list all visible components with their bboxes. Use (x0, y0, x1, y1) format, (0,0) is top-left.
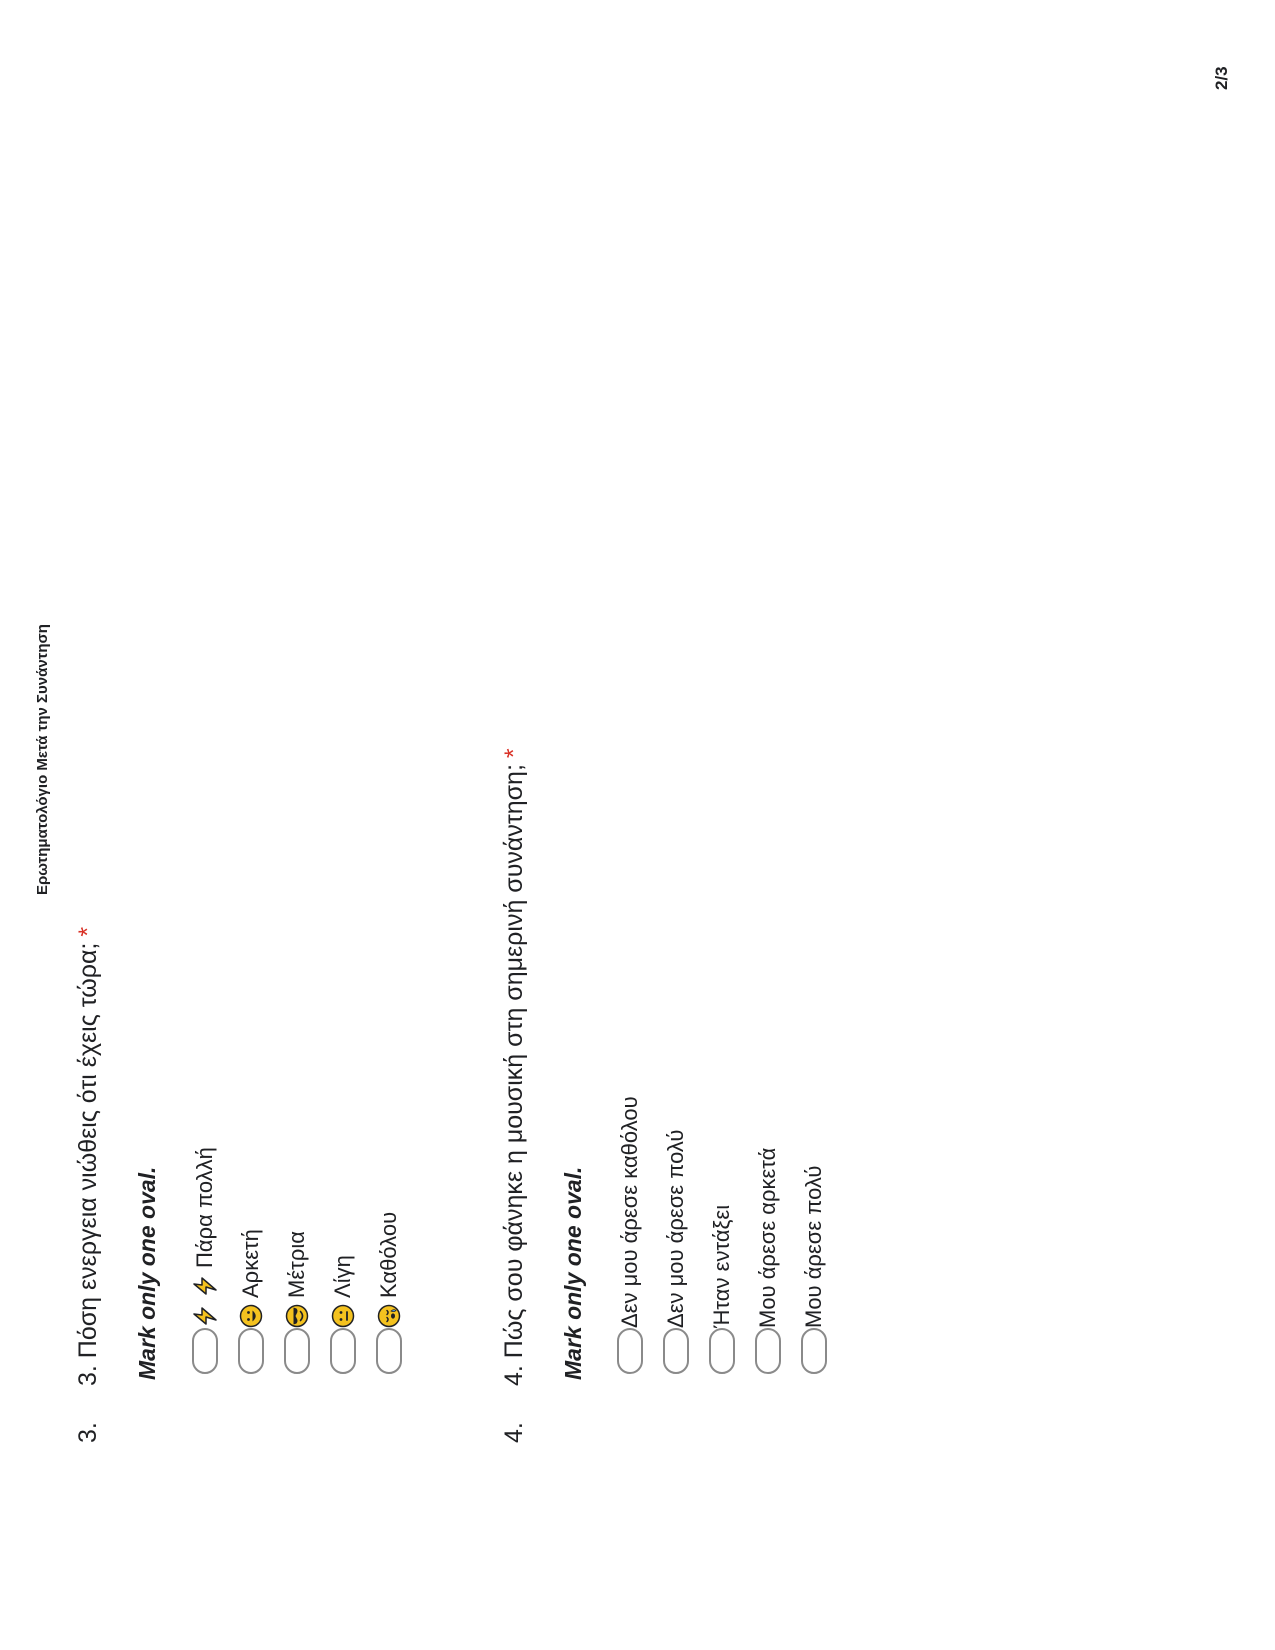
option-label: Αρκετή (238, 1229, 263, 1298)
radio-oval[interactable] (801, 1328, 827, 1374)
option-label: Πάρα πολλή (192, 1147, 217, 1268)
smiling-face-with-sunglasses-icon (285, 1304, 309, 1328)
option-label: Μου άρεσε αρκετά (755, 1147, 780, 1328)
option-label: Μέτρια (284, 1231, 309, 1298)
option-label: Δεν μου άρεσε πολύ (663, 1129, 688, 1328)
required-asterisk: * (74, 926, 102, 937)
form-header-title: Ερωτηματολόγιο Μετά την Συνάντηση (34, 624, 51, 895)
question-4-title (500, 748, 529, 1386)
radio-oval[interactable] (755, 1328, 781, 1374)
question-3-title (74, 927, 103, 1386)
sleepy-face-icon (377, 1304, 401, 1328)
radio-oval[interactable] (192, 1328, 218, 1374)
option-label: Λίγη (330, 1255, 355, 1298)
neutral-face-icon (331, 1304, 355, 1328)
lightning-bolt-icon (193, 1274, 217, 1298)
option-label: Ήταν εντάξει (709, 1204, 734, 1328)
question-4-hint: Mark only one oval. (560, 1166, 586, 1380)
question-3-number: 3. (74, 1422, 102, 1443)
radio-oval[interactable] (238, 1328, 264, 1374)
required-asterisk: * (500, 748, 528, 759)
radio-oval[interactable] (709, 1328, 735, 1374)
lightning-bolt-icon (193, 1304, 217, 1328)
radio-oval[interactable] (284, 1328, 310, 1374)
radio-oval[interactable] (617, 1328, 643, 1374)
grinning-face-icon (239, 1304, 263, 1328)
question-4-title-text: 4. Πώς σου φάνηκε η μουσική στη σημερινή συνάντηση; (500, 764, 528, 1386)
radio-oval[interactable] (330, 1328, 356, 1374)
radio-oval[interactable] (663, 1328, 689, 1374)
radio-oval[interactable] (376, 1328, 402, 1374)
option-label: Καθόλου (376, 1211, 401, 1298)
question-4-number: 4. (500, 1422, 528, 1443)
option-label: Δεν μου άρεσε καθόλου (617, 1096, 642, 1328)
page-number: 2/3 (1212, 66, 1231, 90)
question-3-title-text: 3. Πόση ενεργεια νιώθεις ότι έχεις τώρα; (74, 942, 102, 1386)
option-label: Μου άρεσε πολύ (801, 1165, 826, 1328)
question-3-hint: Mark only one oval. (134, 1166, 160, 1380)
